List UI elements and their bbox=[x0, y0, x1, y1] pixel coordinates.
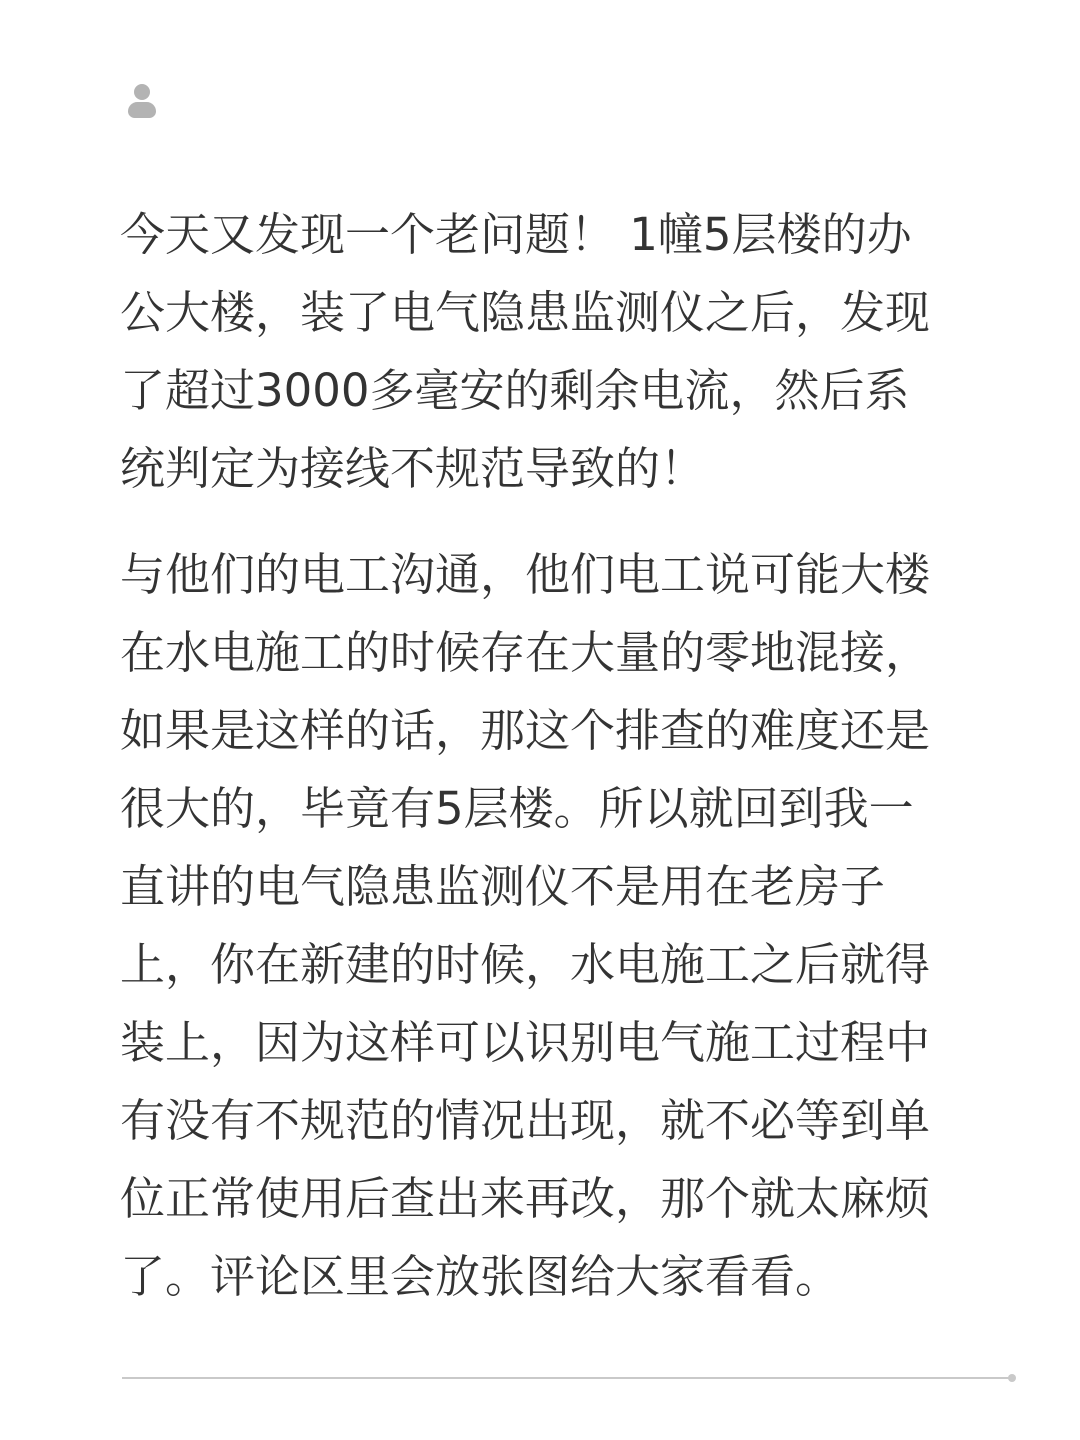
avatar-head bbox=[134, 84, 150, 100]
post-paragraph-1: 今天又发现一个老问题！ 1幢5层楼的办公大楼，装了电气隐患监测仪之后，发现了超过3000多毫安的剩余电流，然后系统判定为接线不规范导致的！ bbox=[120, 208, 931, 495]
bottom-divider bbox=[122, 1377, 1010, 1379]
avatar-icon[interactable] bbox=[128, 84, 156, 120]
avatar-shoulders bbox=[128, 102, 156, 118]
post-paragraph-2: 与他们的电工沟通，他们电工说可能大楼在水电施工的时候存在大量的零地混接，如果是这样的话，那这个排查的难度还是很大的，毕竟有5层楼。所以就回到我一直讲的电气隐患监测仪不是用在老房子上，你在新建的时候，水电施工之后就得装上，因为这样可以识别电气施工过程中有没有不规范的情况出现，就不必等到单位正常使用后查出来再改，那个就太麻烦了。评论区里会放张图给大家看看。 bbox=[120, 548, 931, 1303]
divider-end-dot bbox=[1008, 1374, 1016, 1382]
post-body bbox=[120, 196, 950, 1316]
